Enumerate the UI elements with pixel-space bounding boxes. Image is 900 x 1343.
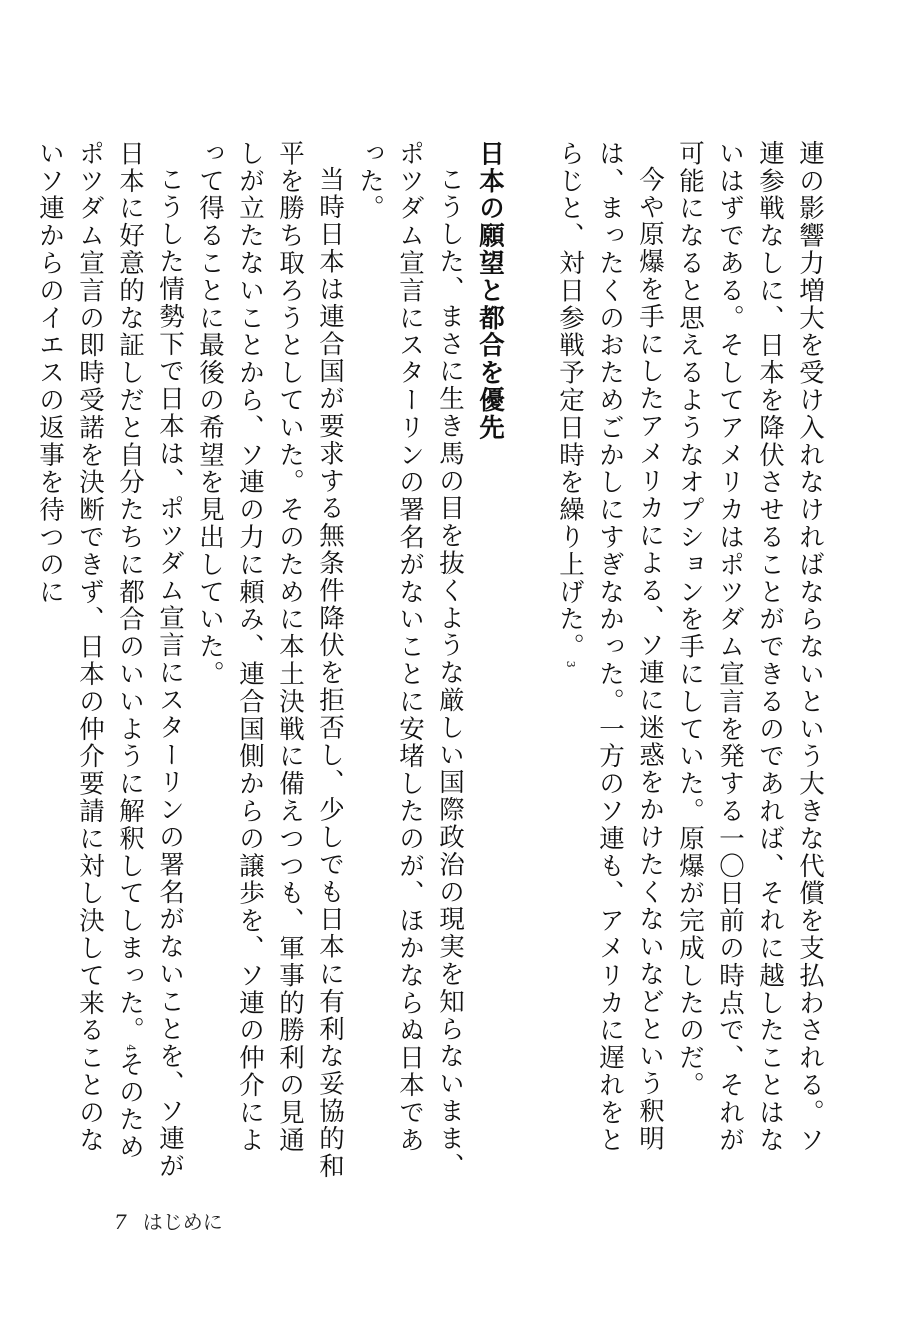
paragraph-1: 連の影響力増大を受け入れなければならないという大きな代償を支払わされる。ソ連参戦なしに、日本を降伏させることができるのであれば、それに越したことはないはずである。そしてアメリカはポツダム宣言を発する一〇日前の時点で、それが可能になると思えるようなオプションを手にしていた。原爆が完成したのだ。 [675, 140, 825, 1154]
page-footer [114, 1206, 223, 1235]
footnote-marker-3: 3 [564, 660, 577, 668]
paragraph-5 [30, 140, 190, 1180]
paragraph-5-text-a: こうした情勢下で日本は、ポツダム宣言にスターリンの署名がないことを、ソ連が日本に好意的な証しだと自分たちに都合のいいように解釈してしまった。 [115, 140, 185, 1180]
paragraph-2-text: 今や原爆を手にしたアメリカによる、ソ連に迷惑をかけたくないなどという釈明は、まったくのおためごかしにすぎなかった。一方のソ連も、アメリカに遅れをとらじと、対日参戦予定日時を繰り上げた。 [555, 140, 665, 1154]
running-head: はじめに [142, 1210, 223, 1234]
vertical-text-block [35, 140, 830, 1180]
paragraph-3: こうした、まさに生き馬の目を抜くような厳しい国際政治の現実を知らないまま、ポツダム宣言にスターリンの署名がないことに安堵したのが、ほかならぬ日本であった。 [355, 140, 465, 1180]
footnote-marker-4: 4 [124, 1044, 137, 1052]
paragraph-4: 当時日本は連合国が要求する無条件降伏を拒否し、少しでも日本に有利な妥協的和平を勝ち取ろうとしていた。そのために本土決戦に備えつつも、軍事的勝利の見通しが立たないことから、ソ連の力に頼み、連合国側からの譲歩を、ソ連の仲介によって得ることに最後の希望を見出していた。 [195, 140, 345, 1180]
paragraph-2 [550, 140, 670, 1180]
section-heading: 日本の願望と都合を優先 [475, 140, 505, 442]
paragraph-5-text-b: そのためポツダム宣言の即時受諾を決断できず、日本の仲介要請に対し決して来ることのないソ連からのイエスの返事を待つのに [35, 140, 145, 1161]
page-number: 7 [114, 1210, 127, 1234]
